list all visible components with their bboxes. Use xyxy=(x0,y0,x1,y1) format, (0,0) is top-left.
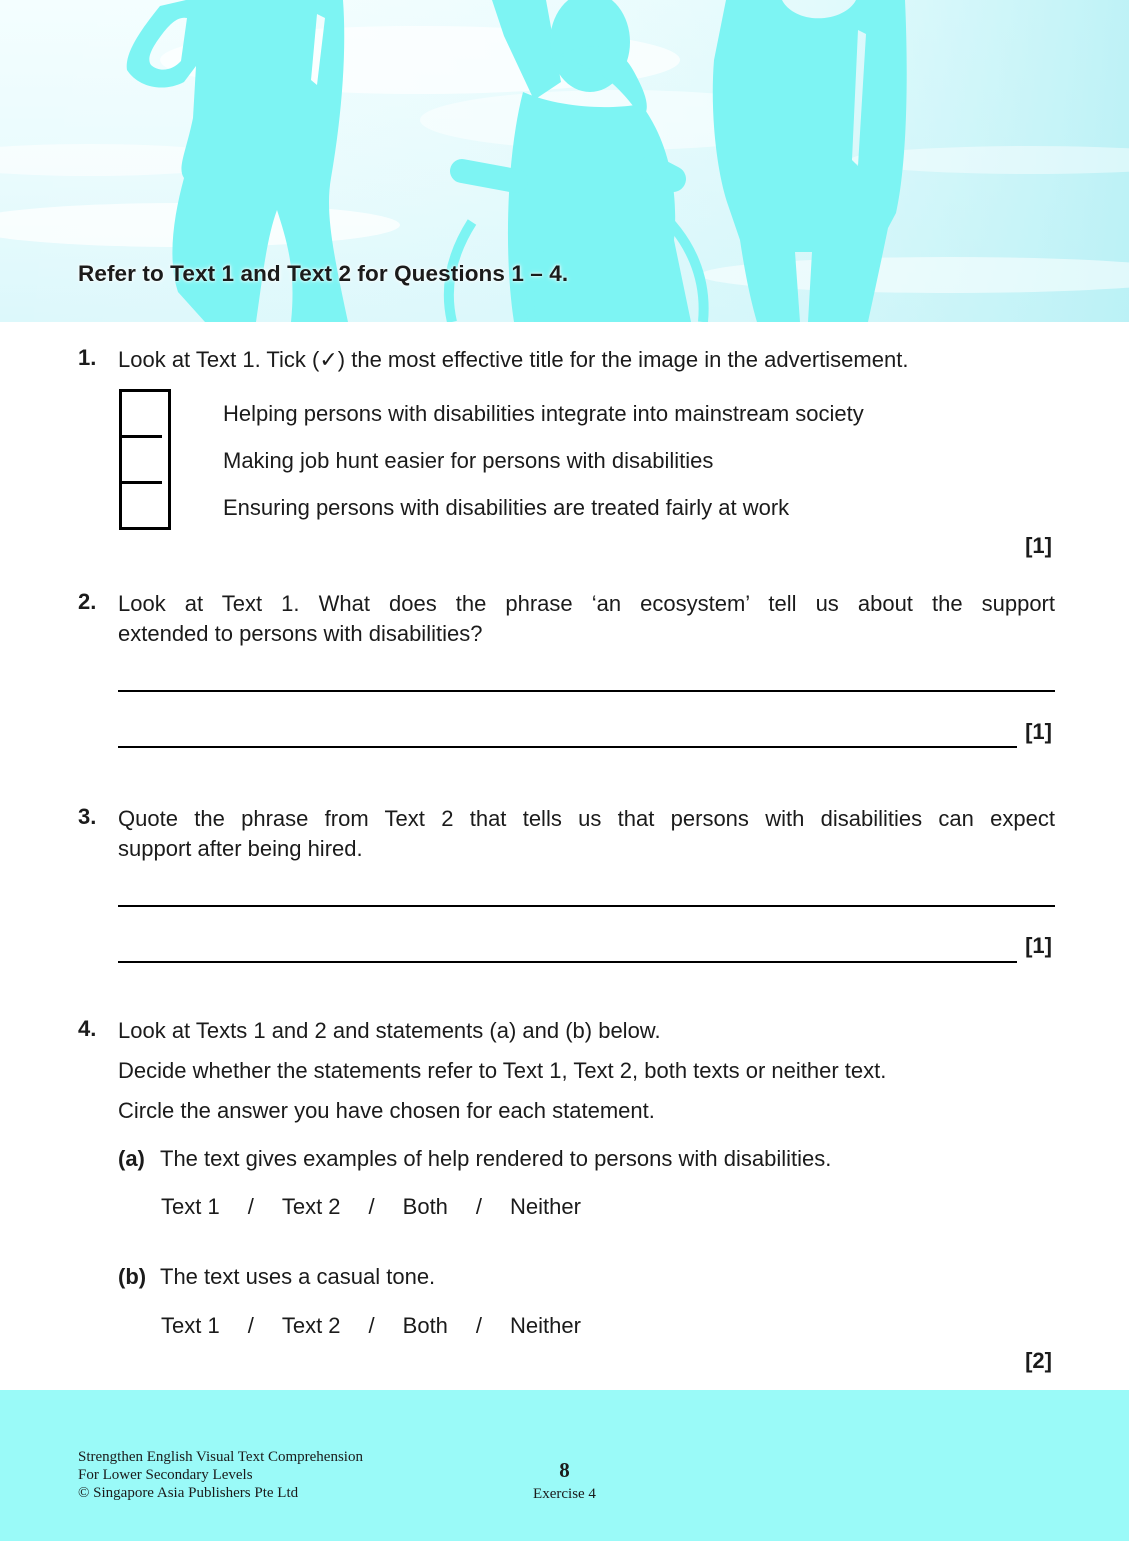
choice-separator: / xyxy=(247,1194,254,1219)
q3-number: 3. xyxy=(78,804,97,829)
q4-marks: [2] xyxy=(1025,1348,1052,1373)
q4-prompt-line3: Circle the answer you have chosen for each statement. xyxy=(118,1098,655,1123)
choice-text-1[interactable]: Text 1 xyxy=(161,1194,220,1219)
q4-part-a-text: The text gives examples of help rendered to persons with disabilities. xyxy=(160,1146,832,1171)
q4-number: 4. xyxy=(78,1016,97,1041)
choice-separator: / xyxy=(247,1313,254,1338)
q4-part-b-label: (b) xyxy=(118,1264,147,1289)
q4-part-a-label: (a) xyxy=(118,1146,145,1171)
q1-option-1: Helping persons with disabilities integrate into mainstream society xyxy=(223,401,864,426)
q2-number: 2. xyxy=(78,589,97,614)
q4-prompt-line2: Decide whether the statements refer to Text 1, Text 2, both texts or neither text. xyxy=(118,1058,887,1083)
q3-prompt-line2: support after being hired. xyxy=(118,836,363,861)
choice-both[interactable]: Both xyxy=(402,1313,448,1338)
q4-part-b xyxy=(118,1264,435,1290)
choice-text-2[interactable]: Text 2 xyxy=(281,1313,341,1338)
q1-number: 1. xyxy=(78,345,97,370)
q4-part-a-choices xyxy=(161,1194,581,1220)
footer-series-title-line1: Strengthen English Visual Text Comprehension xyxy=(78,1449,363,1465)
footer-copyright: © Singapore Asia Publishers Pte Ltd xyxy=(78,1485,299,1501)
q2-prompt-line1: Look at Text 1. What does the phrase ‘an ecosystem’ tell us about the support xyxy=(118,591,1055,616)
q1-tickbox-stack xyxy=(119,389,171,530)
tick-checkbox-option-3[interactable] xyxy=(122,481,162,527)
choice-separator: / xyxy=(368,1194,375,1219)
choice-separator: / xyxy=(475,1194,483,1219)
q3-answer-line-1[interactable] xyxy=(118,905,1055,907)
tick-checkbox-option-1[interactable] xyxy=(122,392,162,435)
footer-series-title-line2: For Lower Secondary Levels xyxy=(78,1467,253,1483)
page-number: 8 xyxy=(559,1458,570,1482)
q4-part-b-text: The text uses a casual tone. xyxy=(160,1264,436,1289)
q3-prompt-line1: Quote the phrase from Text 2 that tells us that persons with disabilities can expect xyxy=(118,806,1055,831)
choice-neither[interactable]: Neither xyxy=(510,1313,581,1338)
q2-marks: [1] xyxy=(1025,719,1052,744)
q2-prompt-line2: extended to persons with disabilities? xyxy=(118,621,483,646)
q3-marks: [1] xyxy=(1025,933,1052,958)
tick-checkbox-option-2[interactable] xyxy=(122,435,162,481)
q2-prompt xyxy=(118,589,1055,649)
q2-answer-line-1[interactable] xyxy=(118,690,1055,692)
q3-prompt xyxy=(118,804,1055,864)
q4-prompt xyxy=(118,1016,1078,1136)
q1-marks: [1] xyxy=(1025,533,1052,558)
q3-answer-line-2[interactable] xyxy=(118,961,1017,963)
footer-page-block xyxy=(0,1460,1129,1504)
exercise-label: Exercise 4 xyxy=(533,1486,596,1502)
q4-part-a xyxy=(118,1146,831,1172)
q2-answer-line-2[interactable] xyxy=(118,746,1017,748)
q1-option-2: Making job hunt easier for persons with disabilities xyxy=(223,448,714,473)
q4-part-b-choices xyxy=(161,1313,581,1339)
choice-neither[interactable]: Neither xyxy=(510,1194,581,1219)
q1-option-3: Ensuring persons with disabilities are treated fairly at work xyxy=(223,495,790,520)
q4-prompt-line1: Look at Texts 1 and 2 and statements (a) and (b) below. xyxy=(118,1018,661,1043)
choice-separator: / xyxy=(475,1313,483,1338)
q1-prompt: Look at Text 1. Tick (✓) the most effective title for the image in the advertisement. xyxy=(118,347,909,372)
section-heading: Refer to Text 1 and Text 2 for Questions 1 – 4. xyxy=(78,261,569,286)
choice-text-1[interactable]: Text 1 xyxy=(161,1313,220,1338)
choice-both[interactable]: Both xyxy=(402,1194,448,1219)
choice-text-2[interactable]: Text 2 xyxy=(281,1194,341,1219)
choice-separator: / xyxy=(368,1313,375,1338)
